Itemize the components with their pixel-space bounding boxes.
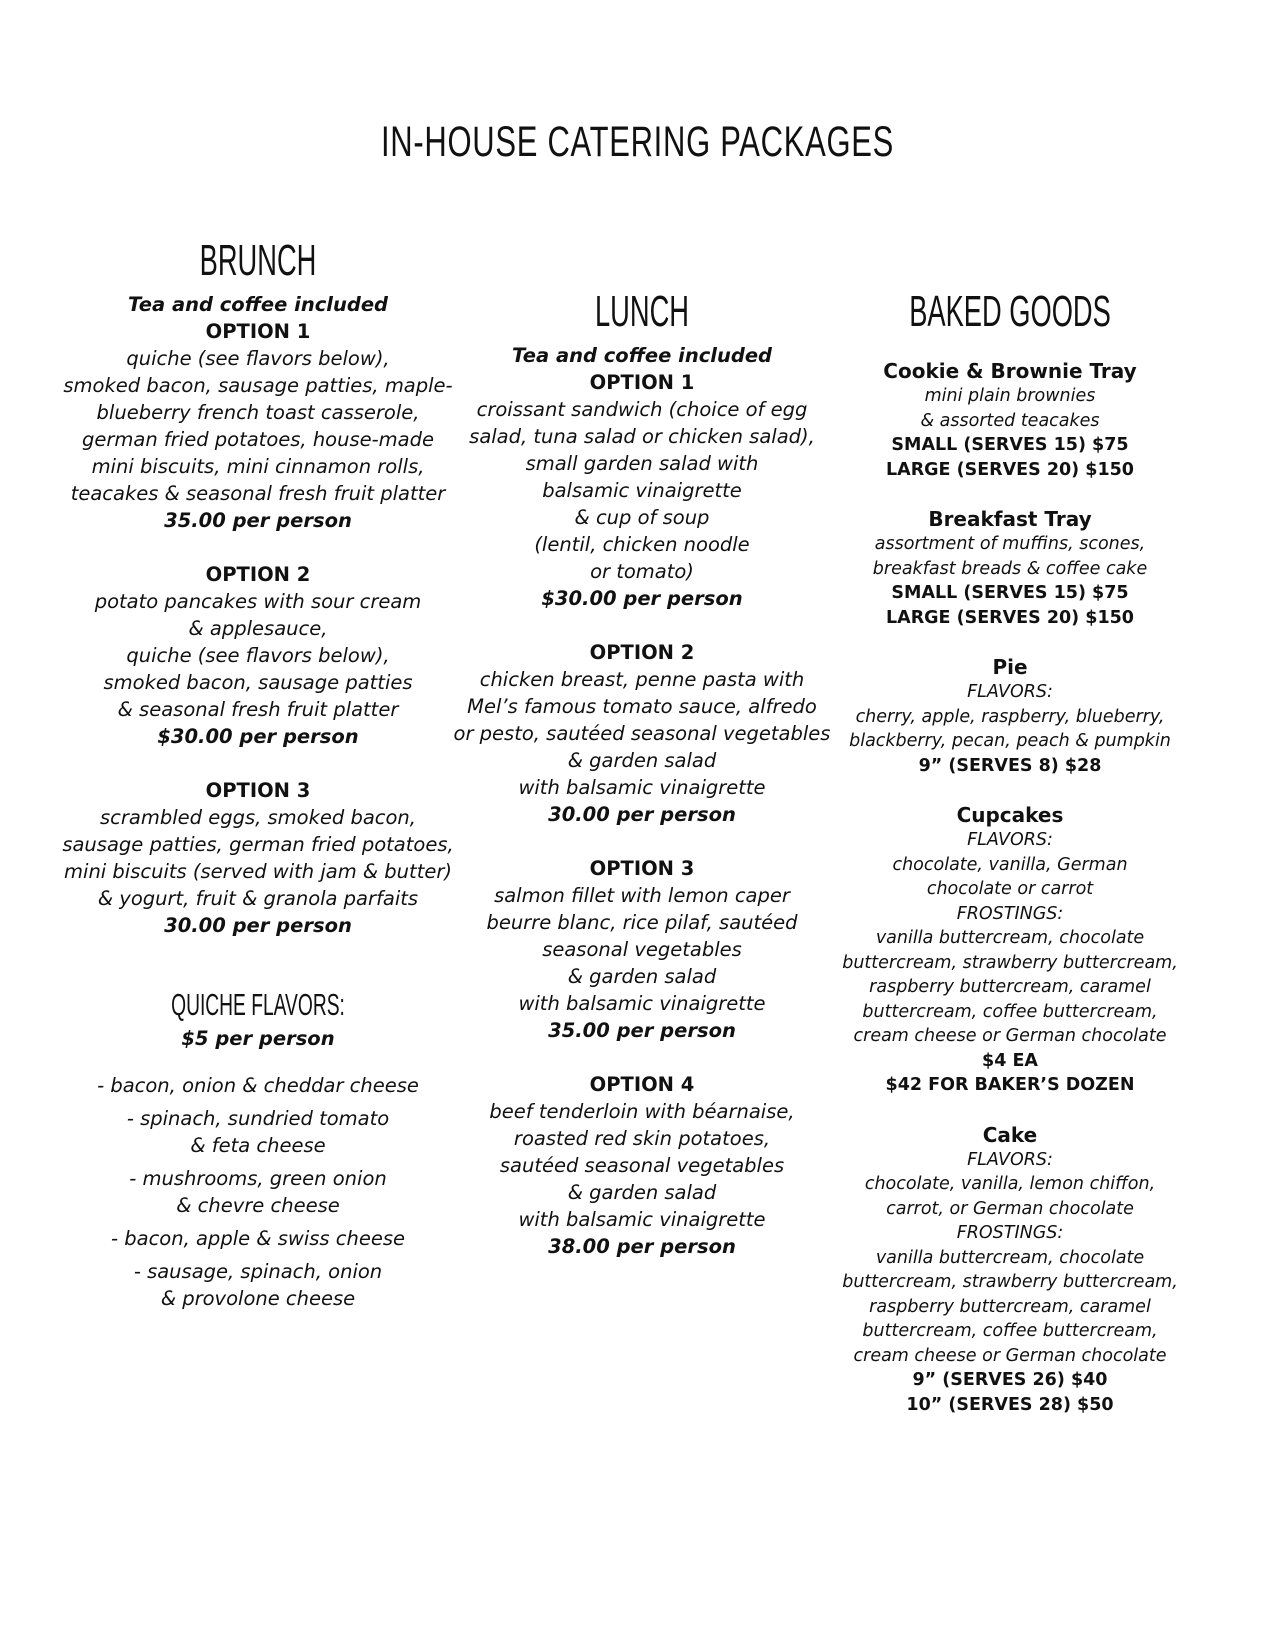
option-line: smoked bacon, sausage patties, maple- xyxy=(63,374,453,397)
option-label: OPTION 4 xyxy=(589,1073,695,1096)
quiche-flavor xyxy=(48,1072,468,1099)
baked-item-desc: chocolate, vanilla, German xyxy=(892,854,1128,875)
baked-item-price: LARGE (SERVES 20) $150 xyxy=(886,459,1134,480)
option-line: & yogurt, fruit & granola parfaits xyxy=(97,887,419,910)
option-line: salad, tuna salad or chicken salad), xyxy=(469,425,815,448)
quiche-flavor xyxy=(48,1225,468,1252)
baked-item-name: Cupcakes xyxy=(956,803,1064,827)
lunch-title: LUNCH xyxy=(595,287,689,336)
brunch-title: BRUNCH xyxy=(199,236,317,285)
baked-item-desc: chocolate, vanilla, lemon chiffon, xyxy=(864,1174,1156,1194)
baked-item-name: Cake xyxy=(982,1122,1038,1147)
option-price: 30.00 per person xyxy=(548,803,736,826)
option-price: $30.00 per person xyxy=(157,725,359,748)
baked-item-desc: carrot, or German chocolate xyxy=(886,1198,1134,1219)
baked-item-breakfast-tray xyxy=(830,506,1190,630)
baked-goods-title: BAKED GOODS xyxy=(909,287,1111,336)
baked-item-price: 9” (SERVES 8) $28 xyxy=(918,755,1102,776)
page-title: IN-HOUSE CATERING PACKAGES xyxy=(380,118,894,166)
quiche-flavor xyxy=(48,1165,468,1219)
option-line: mini biscuits, mini cinnamon rolls, xyxy=(91,455,425,478)
flavor-line: & feta cheese xyxy=(190,1134,326,1157)
flavor-line: - mushrooms, green onion xyxy=(129,1167,387,1190)
flavor-line: & provolone cheese xyxy=(160,1287,356,1310)
baked-item-desc: vanilla buttercream, chocolate xyxy=(875,1247,1145,1268)
option-line: balsamic vinaigrette xyxy=(542,479,742,502)
baked-item-price: LARGE (SERVES 20) $150 xyxy=(886,607,1134,628)
baked-item-desc: cream cheese or German chocolate xyxy=(853,1345,1167,1366)
lunch-option-3 xyxy=(432,855,852,1044)
option-line: beef tenderloin with béarnaise, xyxy=(489,1100,795,1123)
quiche-flavors-section xyxy=(48,985,468,1312)
lunch-option-1 xyxy=(432,369,852,612)
baked-item-price: 9” (SERVES 26) $40 xyxy=(912,1370,1108,1390)
option-line: (lentil, chicken noodle xyxy=(534,533,750,556)
baked-item-price: 10” (SERVES 28) $50 xyxy=(906,1394,1114,1415)
option-label: OPTION 3 xyxy=(205,779,311,802)
baked-item-desc: FROSTINGS: xyxy=(956,1223,1064,1243)
baked-item-cake xyxy=(830,1122,1190,1418)
baked-item-name: Breakfast Tray xyxy=(928,507,1092,531)
baked-item-desc: assortment of muffins, scones, xyxy=(874,534,1146,554)
option-line: potato pancakes with sour cream xyxy=(94,590,422,613)
option-line: with balsamic vinaigrette xyxy=(518,992,766,1015)
baked-item-desc: cream cheese or German chocolate xyxy=(853,1026,1167,1046)
option-label: OPTION 2 xyxy=(589,641,695,664)
flavor-line: - bacon, apple & swiss cheese xyxy=(111,1227,405,1250)
baked-item-desc: raspberry buttercream, caramel xyxy=(869,977,1151,997)
option-line: salmon fillet with lemon caper xyxy=(494,884,790,907)
baked-item-desc: & assorted teacakes xyxy=(920,410,1100,431)
option-line: Mel’s famous tomato sauce, alfredo xyxy=(467,695,817,718)
option-line: & seasonal fresh fruit platter xyxy=(117,698,399,721)
baked-item-desc: blackberry, pecan, peach & pumpkin xyxy=(849,731,1171,751)
baked-item-desc: cherry, apple, raspberry, blueberry, xyxy=(855,706,1165,727)
baked-item-desc: buttercream, strawberry buttercream, xyxy=(842,1272,1178,1292)
option-price: 35.00 per person xyxy=(164,509,352,532)
lunch-option-4 xyxy=(432,1071,852,1260)
flavor-line: - bacon, onion & cheddar cheese xyxy=(97,1074,419,1097)
option-line: & garden salad xyxy=(567,965,717,988)
baked-item-name: Pie xyxy=(992,655,1028,679)
option-line: smoked bacon, sausage patties xyxy=(103,671,413,694)
baked-item-desc: chocolate or carrot xyxy=(926,879,1094,899)
brunch-option-2 xyxy=(48,561,468,750)
baked-item-price: SMALL (SERVES 15) $75 xyxy=(891,435,1129,455)
baked-item-desc: breakfast breads & coffee cake xyxy=(872,558,1148,579)
baked-item-desc: buttercream, coffee buttercream, xyxy=(862,1321,1158,1341)
option-line: small garden salad with xyxy=(525,452,759,475)
baked-item-desc: buttercream, strawberry buttercream, xyxy=(842,952,1178,973)
baked-item-price: $42 FOR BAKER’S DOZEN xyxy=(885,1075,1135,1095)
option-price: 35.00 per person xyxy=(548,1019,736,1042)
baked-item-cupcakes xyxy=(830,802,1190,1098)
option-line: roasted red skin potatoes, xyxy=(513,1127,771,1150)
lunch-column xyxy=(432,286,852,1287)
option-price: $30.00 per person xyxy=(541,587,743,610)
option-line: & garden salad xyxy=(567,1181,717,1204)
option-line: & cup of soup xyxy=(574,506,710,529)
option-line: quiche (see flavors below), xyxy=(126,644,390,667)
option-line: with balsamic vinaigrette xyxy=(518,776,766,799)
brunch-option-1 xyxy=(48,318,468,534)
option-line: seasonal vegetables xyxy=(542,938,742,961)
quiche-flavor xyxy=(48,1258,468,1312)
baked-item-desc: FROSTINGS: xyxy=(956,903,1064,924)
option-label: OPTION 1 xyxy=(589,371,695,394)
option-line: or pesto, sautéed seasonal vegetables xyxy=(453,722,831,745)
baked-item-desc: FLAVORS: xyxy=(967,1149,1053,1170)
option-line: mini biscuits (served with jam & butter) xyxy=(64,860,452,883)
option-line: scrambled eggs, smoked bacon, xyxy=(99,806,416,829)
baked-item-desc: FLAVORS: xyxy=(967,830,1053,850)
flavor-line: - spinach, sundried tomato xyxy=(126,1107,390,1130)
brunch-option-3 xyxy=(48,777,468,939)
flavor-line: - sausage, spinach, onion xyxy=(133,1260,383,1283)
flavor-line: & chevre cheese xyxy=(176,1194,340,1217)
brunch-column xyxy=(48,235,468,1318)
baked-item-desc: FLAVORS: xyxy=(967,682,1053,702)
baked-item-price: SMALL (SERVES 15) $75 xyxy=(891,583,1129,603)
option-line: or tomato) xyxy=(590,560,694,583)
option-line: with balsamic vinaigrette xyxy=(518,1208,766,1231)
option-price: 38.00 per person xyxy=(548,1235,736,1258)
quiche-flavor xyxy=(48,1105,468,1159)
baked-item-desc: vanilla buttercream, chocolate xyxy=(875,928,1145,948)
baked-item-pie xyxy=(830,654,1190,778)
option-line: & applesauce, xyxy=(188,617,328,640)
option-label: OPTION 3 xyxy=(589,857,695,880)
baked-item-cookie-brownie-tray xyxy=(830,358,1190,482)
option-line: sausage patties, german fried potatoes, xyxy=(62,833,454,856)
option-line: chicken breast, penne pasta with xyxy=(479,668,805,691)
option-line: sautéed seasonal vegetables xyxy=(499,1154,785,1177)
option-label: OPTION 2 xyxy=(205,563,311,586)
option-line: & garden salad xyxy=(567,749,717,772)
option-line: german fried potatoes, house-made xyxy=(82,428,434,451)
option-line: croissant sandwich (choice of egg xyxy=(476,398,808,421)
quiche-price: $5 per person xyxy=(181,1027,335,1050)
brunch-note: Tea and coffee included xyxy=(127,293,388,316)
baked-item-desc: buttercream, coffee buttercream, xyxy=(862,1001,1158,1022)
baked-item-price: $4 EA xyxy=(982,1050,1038,1071)
option-line: quiche (see flavors below), xyxy=(126,347,390,370)
quiche-title: QUICHE FLAVORS: xyxy=(171,987,345,1022)
option-price: 30.00 per person xyxy=(164,914,352,937)
baked-item-desc: raspberry buttercream, caramel xyxy=(869,1296,1151,1317)
lunch-option-2 xyxy=(432,639,852,828)
option-label: OPTION 1 xyxy=(205,320,311,343)
option-line: beurre blanc, rice pilaf, sautéed xyxy=(486,911,798,934)
option-line: blueberry french toast casserole, xyxy=(96,401,420,424)
baked-goods-column xyxy=(830,286,1190,1441)
option-line: teacakes & seasonal fresh fruit platter xyxy=(70,482,446,505)
lunch-note: Tea and coffee included xyxy=(511,344,772,367)
baked-item-name: Cookie & Brownie Tray xyxy=(883,359,1137,383)
baked-item-desc: mini plain brownies xyxy=(924,386,1096,406)
